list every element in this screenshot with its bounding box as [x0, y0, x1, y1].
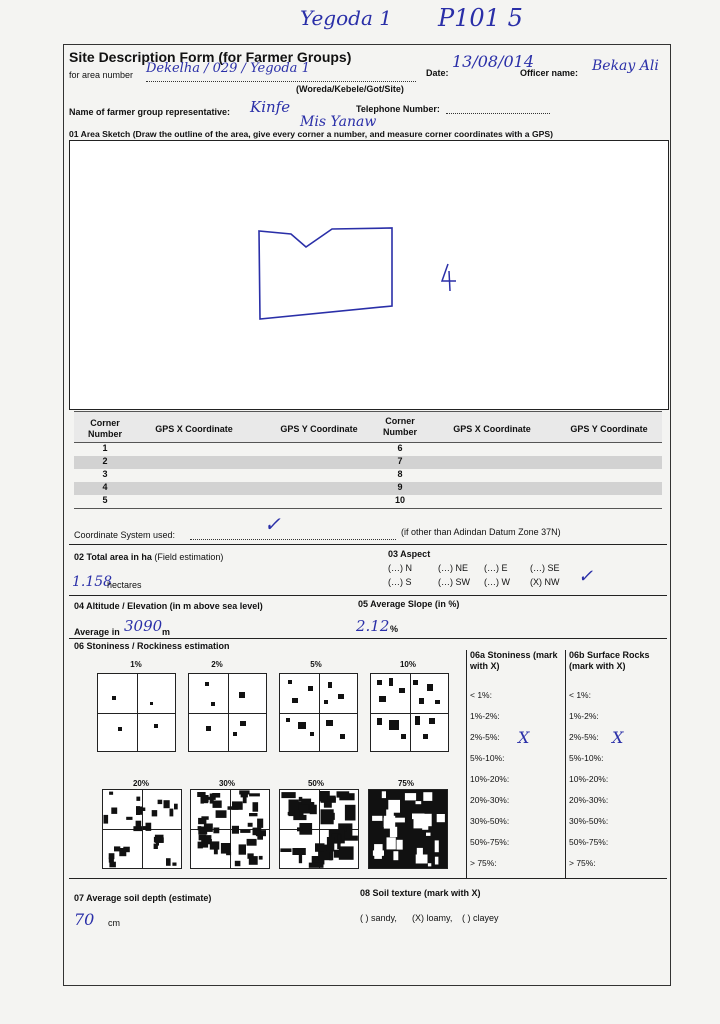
aspect-option-se[interactable]: (…) SE	[530, 563, 560, 573]
date-value: 13/08/014	[452, 52, 535, 71]
stoniness-option[interactable]: > 75%:	[470, 858, 497, 868]
form-title: Site Description Form (for Farmer Groups)	[69, 49, 352, 65]
stone-mark	[152, 810, 158, 816]
percent-label: 30%	[218, 779, 235, 788]
representative-value-line2: Mis Yanaw	[300, 114, 377, 130]
stone-mark	[202, 797, 208, 804]
stone-mark	[216, 810, 227, 818]
stoniness-col-a-title: 06a Stoniness (mark with X)	[470, 650, 558, 671]
stone-mark	[372, 816, 382, 821]
stoniness-sample-1pct	[97, 673, 176, 752]
area-number-label: for area number	[69, 70, 134, 80]
col-gps-y: GPS Y Coordinate	[280, 424, 358, 434]
stone-mark	[213, 828, 219, 834]
stoniness-sample-10pct	[370, 673, 449, 752]
stone-mark	[292, 848, 305, 855]
stoniness-option[interactable]: 1%-2%:	[470, 711, 500, 721]
stone-mark	[240, 830, 250, 833]
aspect-option-s[interactable]: (…) S	[388, 577, 412, 587]
date-label: Date:	[426, 68, 449, 78]
surface-rocks-selected-mark: X	[612, 728, 624, 747]
aspect-option-ne[interactable]: (…) NE	[438, 563, 468, 573]
stoniness-sample-5pct	[279, 673, 358, 752]
stone-mark	[136, 821, 142, 829]
col-corner-number-2: Corner Number	[382, 416, 417, 437]
stone-mark	[257, 819, 263, 828]
stone-mark	[109, 862, 116, 868]
soil-texture-loamy[interactable]: (X) loamy,	[412, 913, 453, 923]
stone-mark	[382, 791, 386, 798]
stone-mark	[205, 835, 212, 843]
stone-mark	[435, 857, 439, 865]
stone-mark	[299, 854, 302, 863]
area-hint: (Woreda/Kebele/Got/Site)	[296, 84, 404, 94]
stone-mark	[339, 846, 354, 859]
stone-mark	[213, 801, 222, 808]
surface-rocks-option[interactable]: 50%-75%:	[569, 837, 609, 847]
surface-rocks-option[interactable]: 20%-30%:	[569, 795, 609, 805]
surface-rocks-options	[569, 690, 608, 879]
table-row: 5 10	[74, 495, 662, 509]
stoniness-sample-75pct	[368, 789, 448, 869]
soil-texture-label: 08 Soil texture (mark with X)	[360, 888, 481, 898]
stone-mark	[328, 796, 336, 800]
surface-rocks-option[interactable]: < 1%:	[569, 690, 591, 700]
surface-rocks-option[interactable]: > 75%:	[569, 858, 596, 868]
stone-mark	[249, 856, 258, 865]
slope-value: 2.12	[356, 617, 390, 635]
stoniness-col-b-title: 06b Surface Rocks (mark with X)	[569, 650, 650, 671]
percent-label: 50%	[307, 779, 324, 788]
surface-rocks-option[interactable]: 5%-10%:	[569, 753, 604, 763]
total-area-unit: hectares	[107, 580, 142, 590]
stone-mark	[301, 799, 311, 805]
stoniness-sample-50pct	[279, 789, 359, 869]
percent-label: 20%	[132, 779, 149, 788]
area-sketch-label: 01 Area Sketch (Draw the outline of the area, give every corner a number, and measure corner coordinates with a GPS)	[69, 129, 553, 139]
percent-label: 10%	[399, 660, 416, 669]
soil-texture-clayey[interactable]: ( ) clayey	[462, 913, 499, 923]
stone-mark	[337, 791, 350, 797]
stone-mark	[146, 823, 152, 831]
stone-mark	[226, 852, 231, 855]
stone-mark	[309, 863, 324, 868]
stone-mark	[374, 849, 382, 859]
col-corner-number: Corner Number	[87, 418, 122, 439]
gps-table-header	[74, 411, 662, 443]
stone-mark	[416, 801, 422, 804]
stone-mark	[156, 842, 159, 846]
stone-mark	[212, 793, 220, 798]
aspect-option-w[interactable]: (…) W	[484, 577, 510, 587]
stoniness-option[interactable]: 2%-5%:	[470, 732, 500, 742]
total-area-label: 02 Total area in ha (Field estimation)	[74, 552, 224, 562]
stone-mark	[280, 848, 291, 852]
stone-mark	[259, 856, 263, 860]
percent-label: 5%	[310, 660, 322, 669]
handwritten-plot-number: P101 5	[438, 4, 523, 32]
stoniness-options	[470, 690, 509, 879]
stone-mark	[138, 807, 142, 815]
stone-mark	[232, 826, 239, 834]
total-area-value: 1.158	[72, 574, 113, 590]
stone-mark	[281, 792, 295, 798]
stoniness-sample-30pct	[190, 789, 270, 869]
stone-mark	[214, 846, 218, 854]
soil-depth-label: 07 Average soil depth (estimate)	[74, 893, 212, 903]
surface-rocks-option[interactable]: 30%-50%:	[569, 816, 609, 826]
stone-mark	[397, 840, 403, 850]
stone-mark	[294, 810, 299, 818]
stone-mark	[412, 814, 425, 820]
table-row: 4 9	[74, 482, 662, 495]
stone-mark	[109, 792, 113, 795]
stone-mark	[172, 863, 176, 866]
gps-coordinates-table	[74, 411, 662, 509]
col-gps-y-2: GPS Y Coordinate	[570, 424, 648, 434]
stone-mark	[201, 816, 208, 820]
aspect-option-nw[interactable]: (X) NW	[530, 577, 560, 587]
stone-mark	[327, 837, 334, 852]
stone-mark	[249, 793, 260, 796]
officer-name-value: Bekay Ali	[592, 58, 659, 74]
stone-mark	[393, 851, 398, 860]
stone-mark	[174, 804, 178, 810]
stone-mark	[111, 808, 117, 814]
table-row: 3 8	[102, 469, 403, 479]
slope-label: 05 Average Slope (in %)	[358, 599, 460, 609]
stone-mark	[387, 837, 396, 849]
stone-mark	[164, 800, 170, 808]
stone-mark	[256, 830, 266, 836]
stone-mark	[170, 809, 174, 817]
stone-mark	[405, 793, 416, 800]
stone-mark	[239, 844, 246, 854]
stone-mark	[321, 809, 334, 824]
stone-mark	[136, 797, 140, 801]
stone-mark	[386, 810, 394, 820]
soil-depth-value: 70	[74, 910, 95, 929]
col-gps-x: GPS X Coordinate	[155, 424, 233, 434]
representative-value: Kinfe	[250, 98, 291, 116]
stone-mark	[166, 858, 171, 866]
table-row: 1 6	[102, 443, 403, 453]
surface-rocks-option[interactable]: 2%-5%:	[569, 732, 599, 742]
soil-depth-unit: cm	[108, 918, 120, 928]
stone-mark	[198, 842, 203, 849]
stone-mark	[155, 835, 164, 843]
aspect-label: 03 Aspect	[388, 549, 431, 559]
stone-mark	[204, 824, 213, 832]
aspect-option-n[interactable]: (…) N	[388, 563, 412, 573]
stone-mark	[315, 843, 325, 852]
col-gps-x-2: GPS X Coordinate	[453, 424, 531, 434]
stone-mark	[426, 833, 431, 836]
telephone-label: Telephone Number:	[356, 104, 440, 114]
stone-mark	[249, 813, 258, 816]
area-sketch-box	[69, 140, 669, 410]
stone-mark	[416, 855, 428, 864]
stone-mark	[345, 805, 356, 821]
coordinate-system-check: ✓	[264, 512, 281, 536]
stone-mark	[253, 802, 259, 812]
stone-mark	[241, 791, 248, 797]
soil-texture-sandy[interactable]: ( ) sandy,	[360, 913, 397, 923]
stone-mark	[437, 814, 445, 822]
stone-mark	[423, 792, 432, 801]
stone-mark	[235, 861, 241, 866]
stone-mark	[104, 815, 109, 824]
altitude-value: 3090	[124, 617, 163, 635]
stone-mark	[428, 863, 431, 866]
stone-mark	[297, 827, 302, 831]
surface-rocks-option[interactable]: 10%-20%:	[569, 774, 609, 784]
altitude-unit: m	[162, 627, 171, 637]
table-row: 2 7	[74, 456, 662, 469]
stoniness-option[interactable]: 20%-30%:	[470, 795, 510, 805]
altitude-prefix: Average in	[74, 627, 120, 637]
stoniness-sample-2pct	[188, 673, 267, 752]
stone-mark	[324, 802, 332, 808]
altitude-label: 04 Altitude / Elevation (in m above sea level)	[74, 601, 263, 611]
stone-mark	[435, 840, 439, 852]
stoniness-option[interactable]: 30%-50%:	[470, 816, 510, 826]
stone-mark	[119, 848, 126, 856]
percent-label: 75%	[397, 779, 414, 788]
aspect-option-sw[interactable]: (…) SW	[438, 577, 470, 587]
stone-mark	[310, 805, 317, 815]
stone-mark	[158, 800, 163, 804]
officer-name-label: Officer name:	[520, 68, 579, 78]
slope-unit: %	[390, 624, 399, 634]
percent-label: 2%	[211, 660, 223, 669]
stoniness-option[interactable]: < 1%:	[470, 690, 492, 700]
stone-mark	[228, 806, 239, 810]
handwritten-location: Yegoda 1	[300, 6, 392, 30]
percent-label: 1%	[130, 660, 142, 669]
stoniness-option[interactable]: 5%-10%:	[470, 753, 505, 763]
aspect-check: ✓	[578, 566, 594, 587]
aspect-option-e[interactable]: (…) E	[484, 563, 508, 573]
surface-rocks-option[interactable]: 1%-2%:	[569, 711, 599, 721]
coordinate-system-note: (if other than Adindan Datum Zone 37N)	[401, 527, 561, 537]
coordinate-system-label: Coordinate System used:	[74, 530, 176, 540]
stoniness-label: 06 Stoniness / Rockiness estimation	[74, 641, 230, 651]
stoniness-sample-20pct	[102, 789, 182, 869]
stone-mark	[248, 823, 253, 827]
stone-mark	[126, 817, 132, 820]
stoniness-selected-mark: X	[518, 728, 530, 747]
field-outline	[259, 228, 392, 319]
stoniness-option[interactable]: 50%-75%:	[470, 837, 510, 847]
area-number-value: Dekelha / 029 / Yegoda 1	[146, 61, 310, 76]
north-arrow-icon	[442, 264, 456, 291]
stone-mark	[247, 839, 257, 846]
stoniness-option[interactable]: 10%-20%:	[470, 774, 510, 784]
representative-label: Name of farmer group representative:	[69, 107, 231, 117]
